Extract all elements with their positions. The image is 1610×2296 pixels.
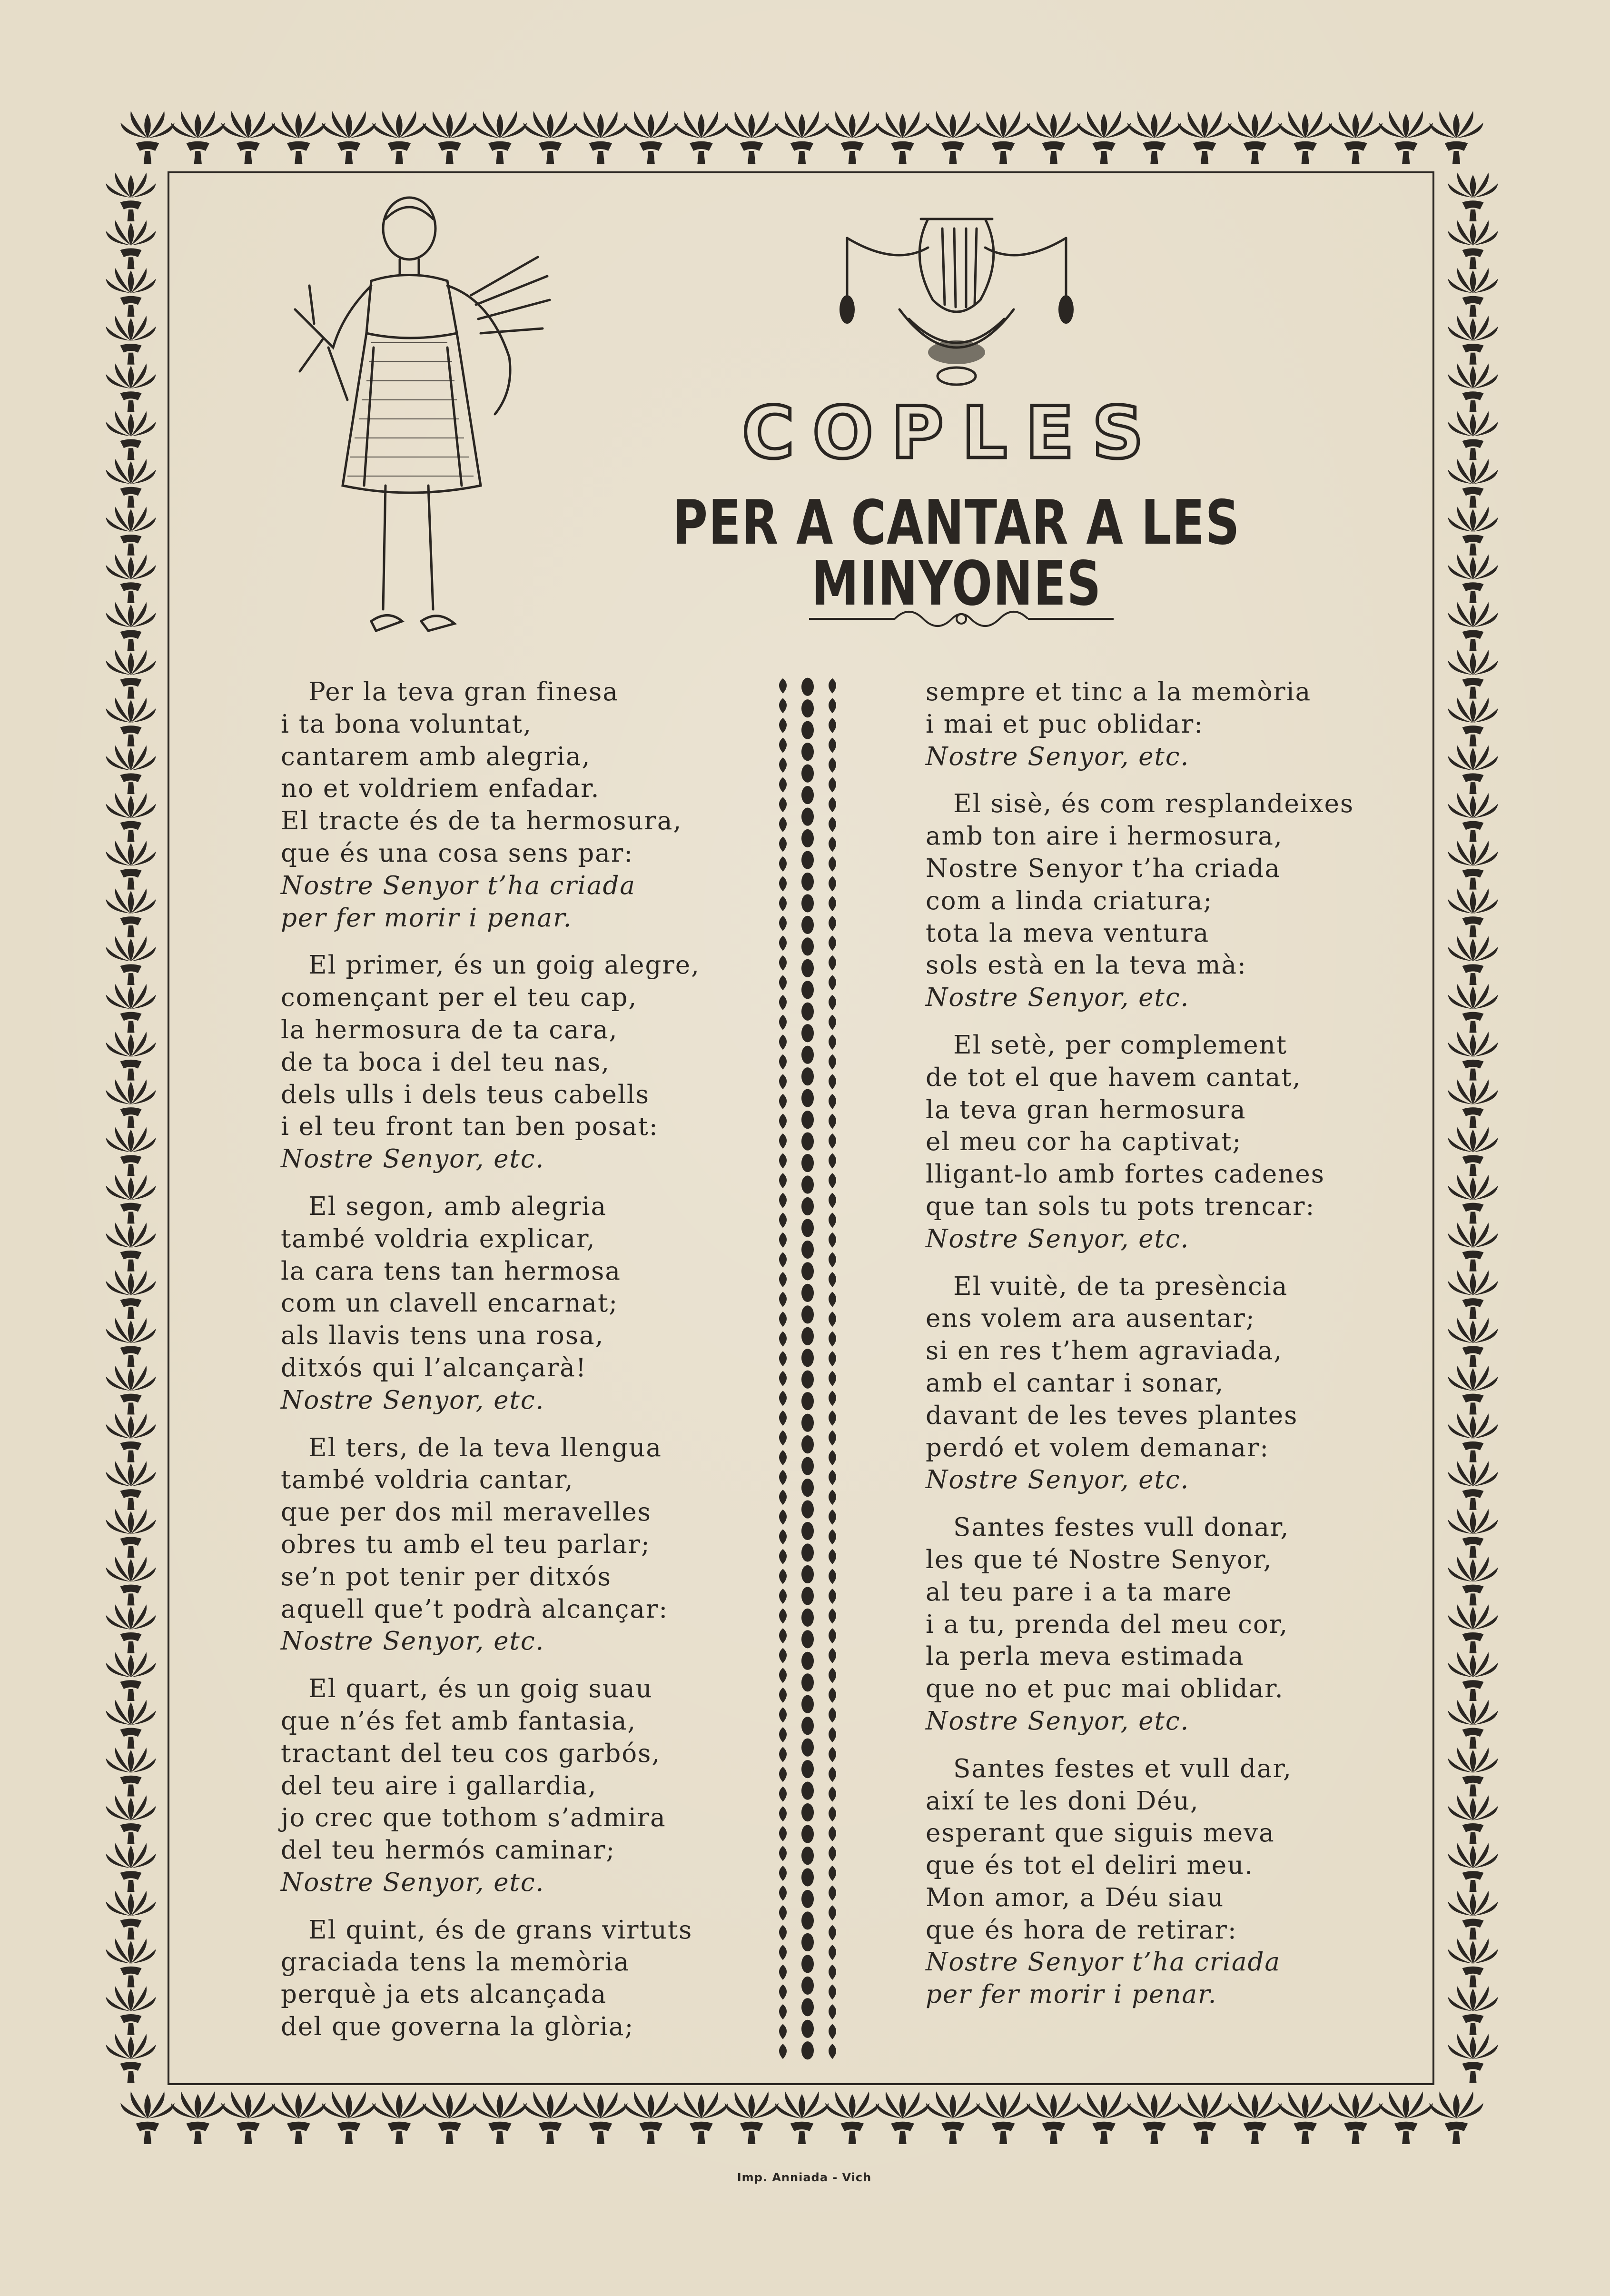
palmette-border-bottom-icon bbox=[90, 2083, 1513, 2154]
verse-line: amb el cantar i sonar, bbox=[926, 1368, 1225, 1398]
stanza bbox=[926, 676, 1402, 773]
stanza bbox=[281, 949, 757, 1175]
refrain-line: Nostre Senyor, etc. bbox=[926, 1224, 1190, 1253]
fleuron-divider-icon bbox=[809, 600, 1114, 638]
verse-line: que és tot el deliri meu. bbox=[926, 1851, 1254, 1880]
verse-line: la perla meva estimada bbox=[926, 1642, 1245, 1671]
verse-line: no et voldriem enfadar. bbox=[281, 774, 600, 804]
verse-line: al teu pare i a ta mare bbox=[926, 1577, 1233, 1607]
stanza bbox=[281, 1191, 757, 1417]
refrain-line: Nostre Senyor t’ha criada bbox=[926, 1948, 1281, 1977]
verse-line: jo crec que tothom s’admira bbox=[281, 1803, 666, 1833]
verse-line: de tot el que havem cantat, bbox=[926, 1063, 1302, 1092]
refrain-line: per fer morir i penar. bbox=[281, 903, 573, 933]
verse-line: dels ulls i dels teus cabells bbox=[281, 1080, 650, 1109]
verse-line: El tracte és de ta hermosura, bbox=[281, 806, 682, 836]
verse-line: i a tu, prenda del meu cor, bbox=[926, 1610, 1289, 1639]
ornamental-column-divider-icon bbox=[769, 676, 847, 2061]
verse-line: del que governa la glòria; bbox=[281, 2012, 634, 2042]
verse-line: el meu cor ha captivat; bbox=[926, 1127, 1242, 1157]
verse-line: obres tu amb el teu parlar; bbox=[281, 1530, 651, 1559]
verse-line: lligant-lo amb fortes cadenes bbox=[926, 1160, 1325, 1189]
verse-line: Santes festes et vull dar, bbox=[953, 1754, 1292, 1783]
verse-line: la teva gran hermosura bbox=[926, 1095, 1246, 1124]
verse-line: i ta bona voluntat, bbox=[281, 709, 533, 739]
refrain-line: Nostre Senyor, etc. bbox=[281, 1144, 545, 1174]
verse-line: que no et puc mai oblidar. bbox=[926, 1674, 1284, 1704]
stanza bbox=[926, 1753, 1402, 2011]
verse-line: aquell que’t podrà alcançar: bbox=[281, 1594, 669, 1624]
verse-line: Santes festes vull donar, bbox=[953, 1513, 1290, 1542]
verse-line: davant de les teves plantes bbox=[926, 1401, 1298, 1430]
verse-line: esperant que siguis meva bbox=[926, 1819, 1275, 1848]
refrain-line: Nostre Senyor, etc. bbox=[926, 983, 1190, 1013]
verse-line: El primer, és un goig alegre, bbox=[308, 951, 701, 980]
stanza bbox=[281, 1914, 757, 2043]
verses-right-column bbox=[926, 676, 1402, 2026]
verse-line: El setè, per complement bbox=[953, 1030, 1288, 1060]
verse-line: El segon, amb alegria bbox=[308, 1192, 607, 1221]
verse-line: així te les doni Déu, bbox=[926, 1786, 1199, 1816]
verse-line: sols està en la teva mà: bbox=[926, 951, 1247, 980]
verse-line: que és hora de retirar: bbox=[926, 1915, 1237, 1945]
verse-line: El sisè, és com resplandeixes bbox=[953, 789, 1354, 819]
verse-line: i mai et puc oblidar: bbox=[926, 709, 1204, 739]
refrain-line: Nostre Senyor t’ha criada bbox=[281, 871, 636, 900]
verses-left-column bbox=[281, 676, 757, 2058]
verse-line: tractant del teu cos garbós, bbox=[281, 1739, 661, 1768]
verse-line: com un clavell encarnat; bbox=[281, 1289, 619, 1318]
verse-line: tota la meva ventura bbox=[926, 918, 1210, 948]
verse-line: que per dos mil meravelles bbox=[281, 1498, 652, 1527]
verse-line: del teu aire i gallardia, bbox=[281, 1771, 597, 1800]
verse-line: El quint, és de grans virtuts bbox=[308, 1915, 693, 1945]
refrain-line: Nostre Senyor, etc. bbox=[926, 1465, 1190, 1495]
verse-line: i el teu front tan ben posat: bbox=[281, 1112, 659, 1142]
stanza bbox=[926, 1511, 1402, 1738]
verse-line: començant per el teu cap, bbox=[281, 983, 638, 1013]
verse-line: també voldria explicar, bbox=[281, 1224, 596, 1253]
stanza bbox=[281, 1673, 757, 1899]
verse-line: El vuitè, de ta presència bbox=[953, 1272, 1288, 1301]
verse-line: perquè ja ets alcançada bbox=[281, 1980, 607, 2009]
verse-line: cantarem amb alegria, bbox=[281, 742, 591, 771]
woman-with-wheat-sheaf-icon bbox=[290, 190, 557, 657]
document-subtitle: PER A CANTAR A LES MINYONES bbox=[672, 487, 1241, 619]
verse-line: Nostre Senyor t’ha criada bbox=[926, 854, 1281, 883]
verse-line: si en res t’hem agraviada, bbox=[926, 1336, 1283, 1366]
verse-line: Mon amor, a Déu siau bbox=[926, 1883, 1225, 1912]
verse-line: ens volem ara ausentar; bbox=[926, 1304, 1255, 1333]
verse-line: que és una cosa sens par: bbox=[281, 838, 634, 868]
lyre-with-garlands-icon bbox=[838, 200, 1076, 390]
stanza bbox=[281, 1432, 757, 1658]
palmette-border-left-icon bbox=[90, 102, 171, 2154]
verse-line: les que té Nostre Senyor, bbox=[926, 1545, 1273, 1574]
stanza bbox=[926, 788, 1402, 1014]
verse-line: de ta boca i del teu nas, bbox=[281, 1047, 611, 1077]
stanza bbox=[926, 1271, 1402, 1497]
verse-line: la cara tens tan hermosa bbox=[281, 1256, 621, 1286]
palmette-border-right-icon bbox=[1432, 102, 1513, 2154]
verse-line: també voldria cantar, bbox=[281, 1465, 574, 1495]
refrain-line: Nostre Senyor, etc. bbox=[926, 1706, 1190, 1736]
refrain-line: Nostre Senyor, etc. bbox=[281, 1868, 545, 1897]
verse-line: ditxós qui l’alcançarà! bbox=[281, 1353, 587, 1382]
document-title: COPLES bbox=[742, 392, 1162, 475]
printer-imprint: Imp. Anniada - Vich bbox=[737, 2171, 872, 2184]
verse-line: Per la teva gran finesa bbox=[308, 677, 619, 706]
palmette-border-top-icon bbox=[90, 102, 1513, 174]
stanza bbox=[926, 1029, 1402, 1255]
verse-line: amb ton aire i hermosura, bbox=[926, 822, 1283, 851]
verse-line: com a linda criatura; bbox=[926, 886, 1213, 915]
refrain-line: per fer morir i penar. bbox=[926, 1980, 1217, 2009]
verse-line: que n’és fet amb fantasia, bbox=[281, 1706, 637, 1736]
verse-line: El ters, de la teva llengua bbox=[308, 1433, 662, 1462]
refrain-line: Nostre Senyor, etc. bbox=[926, 742, 1190, 771]
verse-line: que tan sols tu pots trencar: bbox=[926, 1192, 1315, 1221]
verse-line: del teu hermós caminar; bbox=[281, 1836, 616, 1865]
verse-line: perdó et volem demanar: bbox=[926, 1433, 1270, 1462]
refrain-line: Nostre Senyor, etc. bbox=[281, 1627, 545, 1656]
verse-line: la hermosura de ta cara, bbox=[281, 1015, 618, 1044]
refrain-line: Nostre Senyor, etc. bbox=[281, 1385, 545, 1415]
verse-line: sempre et tinc a la memòria bbox=[926, 677, 1312, 706]
verse-line: graciada tens la memòria bbox=[281, 1948, 630, 1977]
verse-line: se’n pot tenir per ditxós bbox=[281, 1562, 612, 1591]
verse-line: als llavis tens una rosa, bbox=[281, 1321, 604, 1351]
verse-line: El quart, és un goig suau bbox=[308, 1674, 653, 1704]
stanza bbox=[281, 676, 757, 934]
